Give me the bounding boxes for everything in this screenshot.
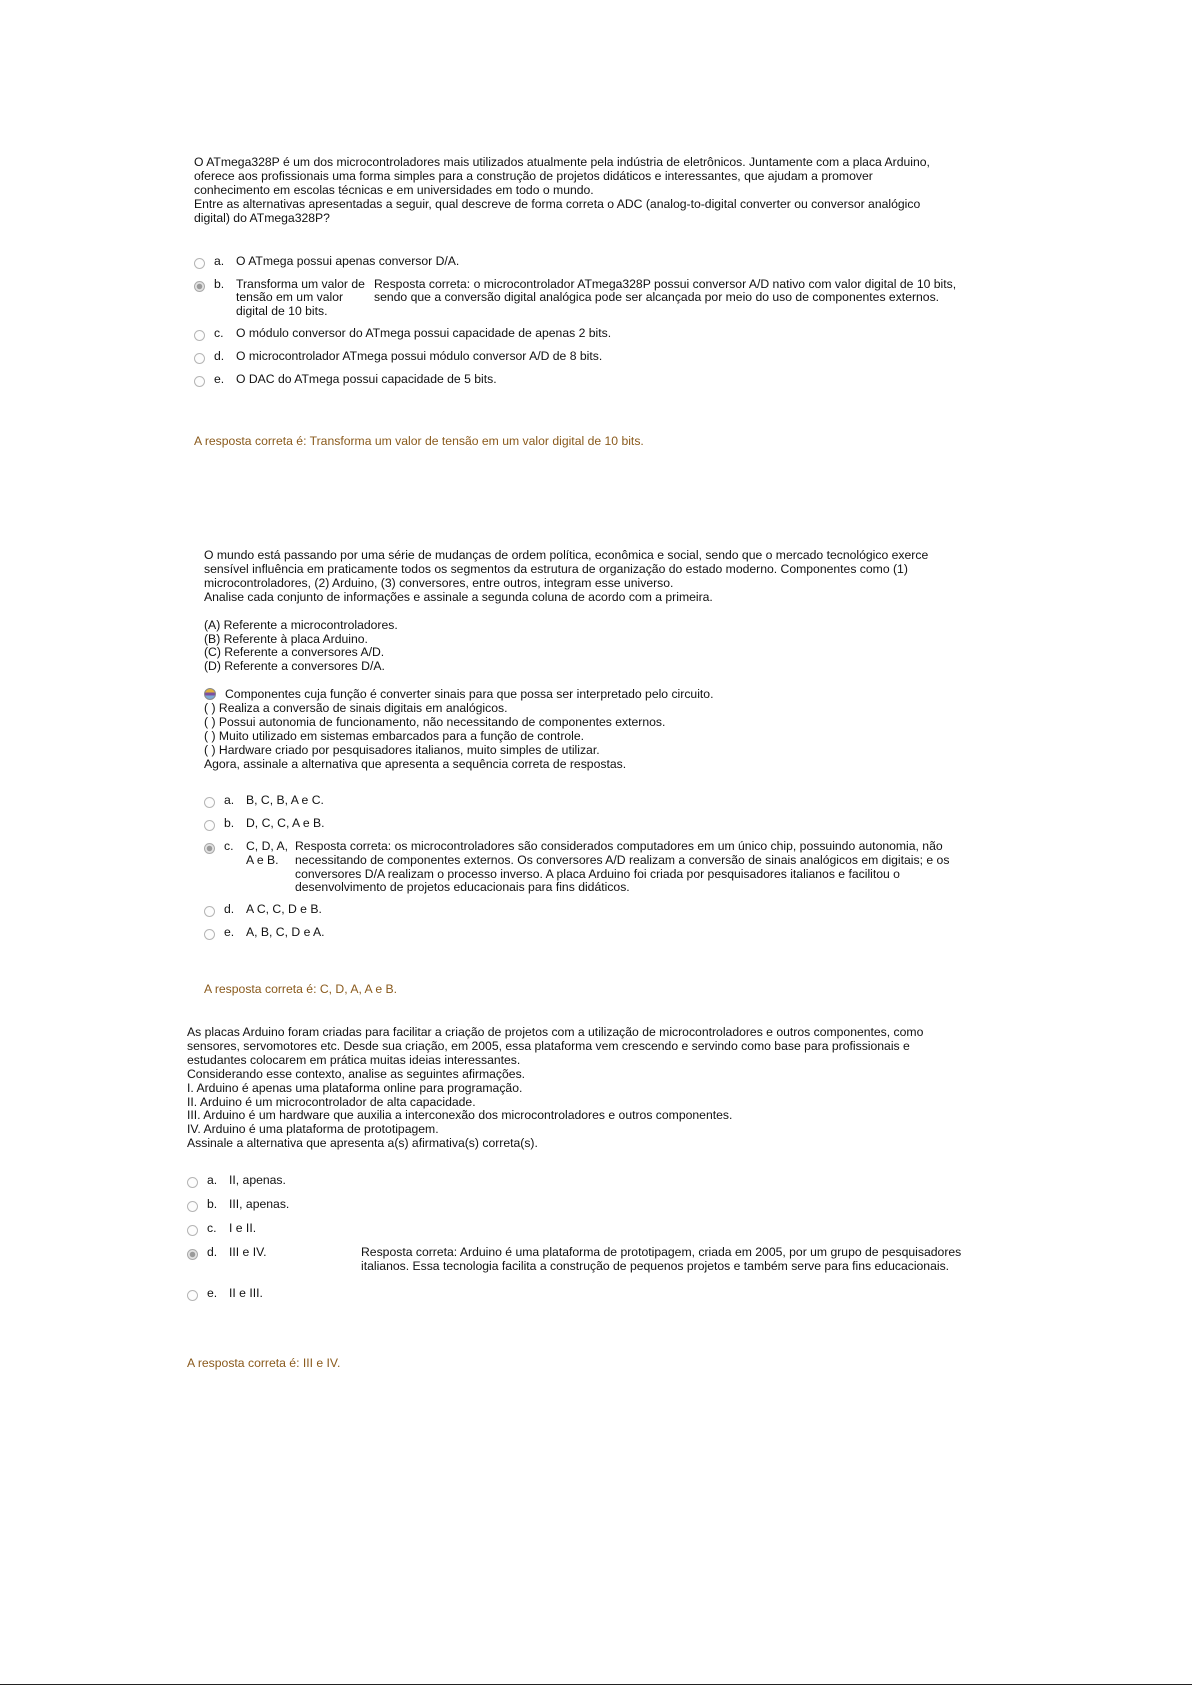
radio-button[interactable] [204, 797, 215, 808]
option-text: Transforma um valor de tensão em um valor digital de 10 bits. [236, 276, 365, 319]
option-text: D, C, C, A e B. [246, 815, 325, 830]
radio-button[interactable] [194, 376, 205, 387]
option-letter: e. [207, 1285, 218, 1300]
question-3-stem [187, 1026, 972, 1151]
stem-line: IV. Arduino é uma plataforma de prototipagem. [187, 1122, 439, 1137]
option-d[interactable] [204, 903, 979, 918]
option-b[interactable] [194, 278, 964, 320]
radio-button[interactable] [194, 258, 205, 269]
radio-button-selected[interactable] [204, 843, 215, 854]
option-c[interactable] [204, 840, 979, 896]
radio-button-selected[interactable] [187, 1249, 198, 1260]
option-letter: d. [214, 349, 225, 364]
option-letter: b. [207, 1197, 218, 1212]
option-letter: e. [224, 925, 235, 940]
stem-line: Analise cada conjunto de informações e assinale a segunda coluna de acordo com a primeira. [204, 589, 713, 604]
radio-button[interactable] [194, 353, 205, 364]
question-2-stem [204, 549, 979, 772]
radio-button[interactable] [187, 1177, 198, 1188]
question-3 [187, 1026, 972, 1310]
option-letter: a. [207, 1173, 218, 1188]
stem-line: O ATmega328P é um dos microcontroladores mais utilizados atualmente pela indústria de eletrônicos. Juntamente com a placa Arduino, [194, 155, 930, 169]
item-line: ( ) Hardware criado por pesquisadores italianos, muito simples de utilizar. [204, 742, 600, 757]
option-letter: d. [224, 902, 235, 917]
item-line: ( ) Realiza a conversão de sinais digitais em analógicos. [204, 701, 508, 716]
question-2 [204, 549, 979, 949]
radio-button[interactable] [204, 929, 215, 940]
stem-line: microcontroladores, (2) Arduino, (3) conversores, entre outros, integram esse universo. [204, 575, 674, 590]
option-text: O microcontrolador ATmega possui módulo conversor A/D de 8 bits. [236, 349, 603, 364]
stem-line: I. Arduino é apenas uma plataforma online para programação. [187, 1080, 523, 1095]
option-letter: b. [224, 815, 235, 830]
option-text: III e IV. [229, 1245, 267, 1260]
option-text: A C, C, D e B. [246, 902, 322, 917]
option-text: O ATmega possui apenas conversor D/A. [236, 253, 460, 268]
option-text: III, apenas. [229, 1197, 290, 1212]
stem-line: estudantes colocarem em prática muitas ideias interessantes. [187, 1052, 521, 1067]
radio-button[interactable] [204, 820, 215, 831]
stem-line: sensores, servomotores etc. Desde sua criação, em 2005, essa plataforma vem crescendo e servindo como base para profissionais e [187, 1038, 910, 1053]
option-a[interactable] [204, 794, 979, 809]
radio-button[interactable] [204, 906, 215, 917]
option-text: O DAC do ATmega possui capacidade de 5 bits. [236, 372, 497, 387]
option-letter: d. [207, 1245, 218, 1260]
option-e[interactable] [204, 926, 979, 941]
stem-line: Assinale a alternativa que apresenta a(s) afirmativa(s) correta(s). [187, 1136, 538, 1151]
stem-line: digital) do ATmega328P? [194, 210, 330, 225]
option-letter: e. [214, 372, 225, 387]
stem-line: Entre as alternativas apresentadas a seguir, qual descreve de forma correta o ADC (analog-to-digital converter ou conversor analógico [194, 196, 921, 211]
correct-answer-2: A resposta correta é: C, D, A, A e B. [204, 982, 398, 996]
stem-line: O mundo está passando por uma série de mudanças de ordem política, econômica e social, sendo que o mercado tecnológico exerce [204, 548, 929, 562]
option-letter: a. [224, 792, 235, 807]
item-line: ( ) Possui autonomia de funcionamento, não necessitando de componentes externos. [204, 715, 666, 730]
reference-line: (D) Referente a conversores D/A. [204, 659, 385, 674]
option-text: II, apenas. [229, 1173, 286, 1188]
option-letter: b. [214, 276, 225, 291]
emoji-icon [204, 688, 216, 700]
question-3-options [187, 1174, 972, 1302]
item-text: Componentes cuja função é converter sinais para que possa ser interpretado pelo circuito. [225, 687, 714, 702]
option-letter: a. [214, 253, 225, 268]
option-text: O módulo conversor do ATmega possui capacidade de apenas 2 bits. [236, 326, 612, 341]
option-letter: c. [224, 838, 234, 853]
stem-line: III. Arduino é um hardware que auxilia a interconexão dos microcontroladores e outros componentes. [187, 1108, 733, 1123]
option-a[interactable] [187, 1174, 972, 1189]
closing-line: Agora, assinale a alternativa que apresenta a sequência correta de respostas. [204, 756, 627, 771]
correct-feedback: Resposta correta: Arduino é uma plataforma de prototipagem, criada em 2005, por um grupo de pesquisadores italianos. Essa tecnologia facilita a construção de pequenos projetos e também serve para fins educacionais. [361, 1245, 962, 1274]
option-c[interactable] [187, 1222, 972, 1237]
option-c[interactable] [194, 327, 964, 342]
option-letter: c. [207, 1221, 217, 1236]
radio-button[interactable] [187, 1201, 198, 1212]
option-e[interactable] [194, 373, 964, 388]
item-line [204, 688, 979, 702]
radio-button-selected[interactable] [194, 281, 205, 292]
option-text: C, D, A, A e B. [246, 838, 288, 867]
reference-line: (B) Referente à placa Arduino. [204, 631, 368, 646]
reference-line: (C) Referente a conversores A/D. [204, 645, 385, 660]
radio-button[interactable] [194, 330, 205, 341]
option-b[interactable] [187, 1198, 972, 1213]
option-a[interactable] [194, 255, 964, 270]
option-text: A, B, C, D e A. [246, 925, 325, 940]
option-b[interactable] [204, 817, 979, 832]
option-e[interactable] [187, 1287, 972, 1302]
item-line: ( ) Muito utilizado em sistemas embarcados para a função de controle. [204, 728, 585, 743]
question-1 [194, 156, 964, 396]
option-letter: c. [214, 326, 224, 341]
correct-answer-1: A resposta correta é: Transforma um valor de tensão em um valor digital de 10 bits. [194, 434, 644, 448]
question-1-stem [194, 156, 964, 226]
stem-line: II. Arduino é um microcontrolador de alta capacidade. [187, 1094, 476, 1109]
stem-line: sensível influência em praticamente todos os segmentos da estrutura de organização do estado moderno. Componentes como (1) [204, 561, 908, 576]
radio-button[interactable] [187, 1290, 198, 1301]
option-text: I e II. [229, 1221, 257, 1236]
question-2-options [204, 794, 979, 942]
radio-button[interactable] [187, 1225, 198, 1236]
correct-answer-3: A resposta correta é: III e IV. [187, 1356, 341, 1370]
stem-line: oferece aos profissionais uma forma simples para a construção de projetos didáticos e interessantes, que ajudam a promover [194, 168, 873, 183]
option-text: B, C, B, A e C. [246, 792, 324, 807]
stem-line: As placas Arduino foram criadas para facilitar a criação de projetos com a utilização de microcontroladores e outros componentes, como [187, 1025, 924, 1039]
question-1-options [194, 255, 964, 389]
reference-line: (A) Referente a microcontroladores. [204, 617, 398, 632]
correct-feedback: Resposta correta: os microcontroladores são considerados computadores em um único chip, possuindo autonomia, não necessitando de componentes externos. Os conversores A/D realizam a conversão de sinais analógicos em digitais; e os conversores D/A realizam o processo inverso. A placa Arduino foi criada por pesquisadores italianos e facilitou o desenvolvimento de projetos educacionais para fins didáticos. [295, 838, 950, 895]
option-d[interactable] [187, 1246, 972, 1274]
option-text: II e III. [229, 1285, 263, 1300]
stem-line: Considerando esse contexto, analise as seguintes afirmações. [187, 1066, 526, 1081]
option-d[interactable] [194, 350, 964, 365]
stem-line: conhecimento em escolas técnicas e em universidades em todo o mundo. [194, 182, 594, 197]
correct-feedback: Resposta correta: o microcontrolador ATmega328P possui conversor A/D nativo com valor digital de 10 bits, sendo que a conversão digital analógica pode ser alcançada por meio do uso de componentes externos. [374, 276, 957, 305]
